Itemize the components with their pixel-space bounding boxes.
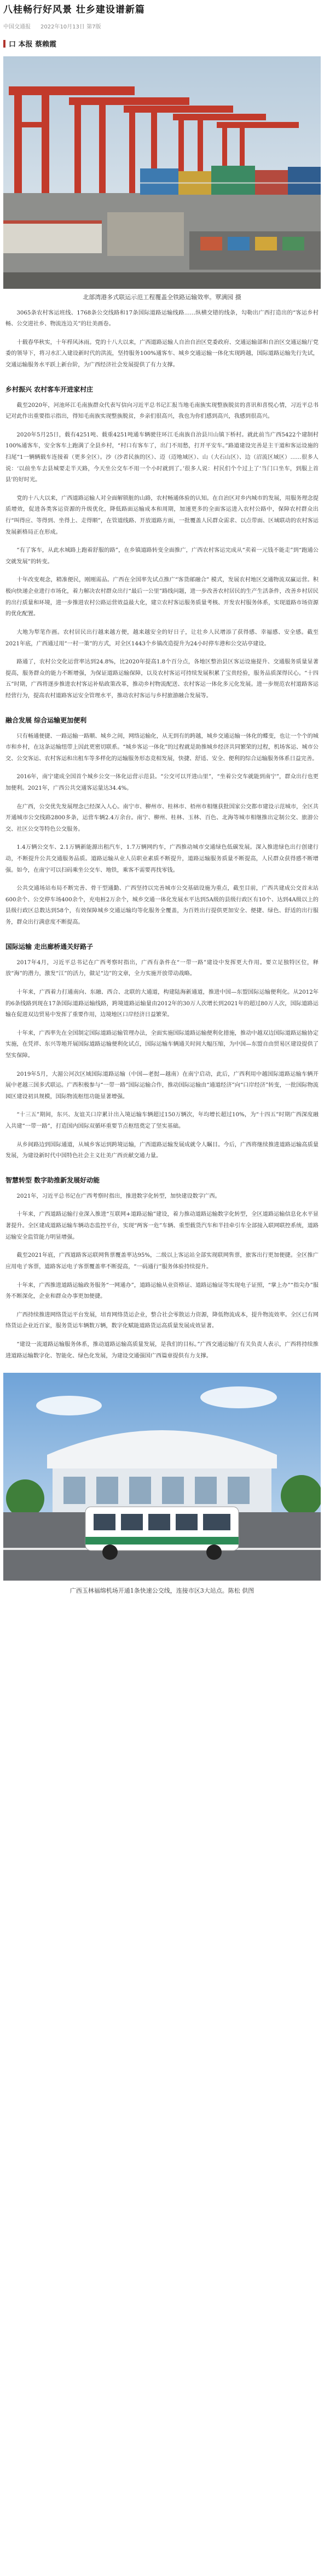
section-heading-rural: 乡村振兴 农村客车开进家村庄 (5, 385, 94, 393)
masthead (0, 0, 324, 16)
paragraph: 公共交通场站布局不断完善、骨干型通勤、广西坚持以完善城市公交基础设施为重点，截至目前，广西共建成公交首末站600余个、公交停车场400余个，充电桩2万余个，城乡交通一体化发展水平达到5A级的县级行政区有10个、达到4A级以上的县级行政区总数达到58个，有效保障城乡交通运输均等化服务全覆盖，为百姓出行提供更加安全、便捷、绿色、舒适的出行服务，群众出行满意度不断提高。 (5, 885, 319, 926)
date-label: 2022年10月13日 第7版 (40, 24, 101, 30)
paragraph: 只有畅通便捷、一路运输一路顺、城乡之间，网络运输化，从无到有的跨越，城乡交通运输一体化的蝶变，也让一个个的城市和乡村，在这条运输纽带上因此更密切联系。“城乡客运一体化”的过程就是助推城乡经济共同繁荣的过程，机场客运、城市公交、公交客运、农村客运和出租车等多样化的运输服务形态竞相发展，快捷、舒适、安全、便利的综合运输服务体系日益完善。 (5, 733, 319, 762)
paragraph: 十年来，广西着力打通南向、东融、西合、北联的大通道，构建陆海新通道，推进中国—东盟国际运输便利化。从2012年的6条线路到现在17条国际道路运输线路，跨境道路运输量由2012年的30万人次增长到2021年的超过80万人次，国际道路运输在促进双边贸易中发挥了重要作用，边境地区口岸经济日益繁荣。 (5, 989, 319, 1018)
paragraph: 从乡间路边到国际通道，从城乡客运到跨境运输，广西道路运输发展成就令人瞩目。今后，广西将继续推进道路运输高质量发展，为建设新时代中国特色社会主义壮美广西贡献交通力量。 (5, 1141, 319, 1159)
paragraph: “十三五”期间，东兴、友谊关口岸累计出入境运输车辆超过150万辆次，年均增长超过10%，为“十四五”时期广西深度融入共建“一带一路”，打造国内国际双循环重要节点枢纽奠定了坚实基础。 (5, 1112, 319, 1130)
photo-caption-2: 广西玉林福绵机场开通1条快速公交线，连接市区3大站点。陈松 供图 (70, 1587, 254, 1595)
port-cranes-illustration (3, 56, 321, 289)
paragraph: “建设一流道路运输服务体系，推动道路运输高质量发展，是我们的目标。”广西交通运输厅有关负责人表示，广西将持续推进道路运输数字化、智能化、绿色化发展，为建设交通强国广西篇章提供有力支撑。 (5, 1341, 319, 1359)
paragraph: 十载春华秋实，十年栉风沐雨。党的十八大以来，广西道路运输人自治自治区党委政府、交通运输部和自治区交通运输厅党委的领导下，将习水汇入建设新时代的洪流，坚持服务100%通客车、城乡交通运输一体化实现跨越，国际道路运输先行先试，交通运输服务水平跃上新台阶，为广西经济社会发展提供了有力支撑。 (5, 339, 319, 368)
source-label: 中国交通报 (3, 24, 31, 30)
byline (0, 34, 324, 53)
paragraph: 十年改变观念，精准便民，刚刚需品。广西在全国率先试点推广“客货邮融合” 模式，发展农村地区交通物流双赢运营。积极向快递企业进行市场化，着力解决农村群众出行“最后一公里”路线问题，进一步改善农村居民的生产生活条件，改善乡村居民的出行质量和环境，进一步推进农村公路运营效益最大化，建立农村客运服务质量考核、开发农村服务体系，实现道路市场资源的优化配置。 (5, 577, 319, 617)
article-meta (0, 16, 324, 34)
bus-photo (3, 1373, 321, 1581)
section-heading-digital: 智慧转型 数字助推新发展好动能 (5, 1176, 100, 1184)
paragraph: 截至2020年，河池环江毛南族群众代表写信向习近平总书记汇报当地毛南族实现整族脱贫的喜讯和喜悦心情，习近平总书记对此作出重要指示指出，得知毛南族实现整族脱贫，乡亲们很高兴，我也为你们感到高兴，我感到很高兴。 (5, 402, 319, 420)
paragraph: 1.4万辆公交车、2.1万辆新能源出租汽车，1.7万辆网约车，广西推动城市交通绿色低碳发展。深入推进绿色出行创建行动，不断提升公共交通服务品质。道路运输从业人员职业素质不断提升，道路运输服务质量不断提高，人民群众获得感不断增强。如今，在南宁可以扫码乘坐公交车、地铁，乘客不需要再找零钱。 (5, 844, 319, 873)
byline-text: 口 本报 蔡赖霞 (9, 40, 57, 49)
paragraph: 2021年，习近平总书记在广西考察时指出，推进数字化转型，加快建设数字广西。 (16, 1193, 221, 1199)
paragraph: 十年来，广西道路运输行业深入推进“互联网+道路运输”建设，着力推动道路运输数字化转型，全区道路运输信息化水平显著提升。全区建成道路运输车辆动态监控平台，实现“两客一危”车辆、重型载货汽车和半挂牵引车全部接入联网联控系统，道路运输安全监管能力明显增强。 (5, 1211, 319, 1240)
photo-caption: 北部湾港多式联运示范工程覆盖全铁路运输效率。覃满园 摄 (83, 294, 241, 301)
byline-marker (3, 40, 5, 48)
section-heading-integration: 融合发展 综合运输更加便利 (5, 716, 87, 724)
paragraph: 2020年5月25日，载有4251吨、载重4251吨通车辆驶往环江毛南族自治县川山镇下桥村。就此前当广西5422个建制村100%通客车，安全客车上跑满了全县乡村，“村口有客车了，出门不用愁，打开平安车。”路道建设完善是主干道和客运设施的扫尾“1一辆辆载车连接着（更多全区）。沙（沙者民族的区）、迈（迈地域区）、山（大石山区）、边（沼流区域区）……很多人说：‘以前坐车去县城要走半天路，今天坐公交车不用一个小时就到了。’很多人说：村民们个个过上了‘当门口坐车，到服上首县’的好时光。 (5, 432, 319, 483)
paragraph: 2017年4月，习近平总书记在广西考察时指出，广西有条件在“一带一路”建设中发挥更大作用。要立足独特区位，释放“海”的潜力，激发“江”的活力，做足“边”的文章，全力实施开放带动战略。 (5, 959, 319, 977)
paragraph: 党的十八大以来，广西道路运输人对全面解锁脏的山路，农村畅通体验的认知。在自治区对乡内城市的发展，用服务理念提质增效，促进各类客运资源的升级优化，降低路面运输成本和周期，加速更多的全面客运进入农村公路中，保障农村群众出行“叫得应、等得到、坐得上、走得顺”，在管道线路、开放道路方面，一批覆盖人民群众需求、以点带面、区域联动的农村客运发展新格局正在形成。 (5, 495, 319, 535)
paragraph: 大地为犁笔作画。农村居民出行越来越方便，越来越安全的好日子，让壮乡人民增添了获得感、幸福感、安全感。截至2021年底，广西通过用“一村一策”的方式，对全区1443个乡镇改造提升为24小时停车港和公交站亭建设。 (5, 629, 319, 647)
paragraph: 十年来，广西率先在全国制定国际道路运输管理办法，全面实施国际道路运输便利化措施，推动中越双边国际道路运输协定实施，在凭祥、东兴等地开展国际道路运输便利化试点，国际运输车辆通关时间大幅压缩，为中国—东盟自由贸易区建设提供了坚实保障。 (5, 1030, 319, 1059)
section-heading-international: 国际运输 走出廊桥通关好路子 (5, 942, 94, 951)
paragraph: 2016年，南宁建成全国首个城乡公交一体化运营示范县。“公交可以开进山里”，“坐着公交车就能到南宁”，群众出行也更加便利。2021年，广西公共交通客运量达34.4%。 (5, 774, 319, 791)
paragraph: 在广西，公交优先发展理念已经深入人心。南宁市、柳州市、桂林市、梧州市相继获批国家公交都市建设示范城市，全区共开通城市公交线路2800多条，运营车辆2.4万余台。南宁、柳州、桂林、玉林、百色、北海等城市相继推出定制公交、旅游公交、社区公交等特色公交服务。 (5, 803, 319, 832)
paragraph: 广西持续推进网络货运平台发展，培育网络货运企业，整合社会零散运力资源，降低物流成本，提升物流效率。全区已有网络货运企业近百家，服务货运车辆数万辆，数字化赋能道路货运高质量发展成效显著。 (5, 1312, 319, 1330)
bus-station-illustration (3, 1373, 321, 1581)
paragraph: 截至2021年底，广西道路客运联网售票覆盖率达95%，二级以上客运站全部实现联网售票，旅客出行更加便捷。全区推广应用电子客票，道路客运电子客票覆盖率不断提高，“一码通行”服务体验持续提升。 (5, 1252, 319, 1270)
paragraph: 3065条农村客运班线、1768条公交线路和17条国际道路运输线路……纵横交错的线条，勾勒出广西打造出的“客运乡村畅、公交进社乡、物流连边关”的壮美画卷。 (5, 310, 319, 328)
article-title: 八桂畅行好风景 壮乡建设谱新篇 (3, 4, 145, 15)
paragraph: 2019年5月，大湄公河次区域国际道路运输（中国—老挝—越南）在南宁启动，此后，广西利用中越国际道路运输车辆开展中老越三国多式联运。广西积极参与“一带一路”国际运输合作，推动国际运输由“通道经济”向“口岸经济”转变，一批国际物流园区建设初具规模，国际物流枢纽功能显著增强。 (5, 1071, 319, 1100)
article-body (0, 308, 324, 1362)
paragraph: 路通了，农村公交化运营率达到24.8%，比2020年提高1.8个百分点，各地区整治县区客运设施提升、交通服务质量显著提高，服务群众的能力不断增强，为保证道路运输保障，以及农村客运可持续发展积累了宝贵经验，服务品质深得民心。“十四五”时期，广西将逐步推进农村客运补贴政策改革，推动乡村物流配送、农村客运一体化多元化发展。进一步规范农村道路客运经营行为，提高农村道路客运安全管理水平，推动农村客运与乡村旅游融合发展等。 (5, 659, 319, 699)
paragraph: “有了客车，从此水城路上跑着舒服的路”，在乡镇道路转变全面推广，广西农村客运完成从“卖着一元钱不能走”到“跑通公交就发展”的转变。 (5, 547, 319, 565)
paragraph: 十年来，广西推进道路运输政务服务“一网通办”，道路运输从业资格证、道路运输证等实现电子证照，“掌上办”“指尖办”服务不断深化，企业和群众办事更加便捷。 (5, 1282, 319, 1300)
port-photo (3, 56, 321, 289)
